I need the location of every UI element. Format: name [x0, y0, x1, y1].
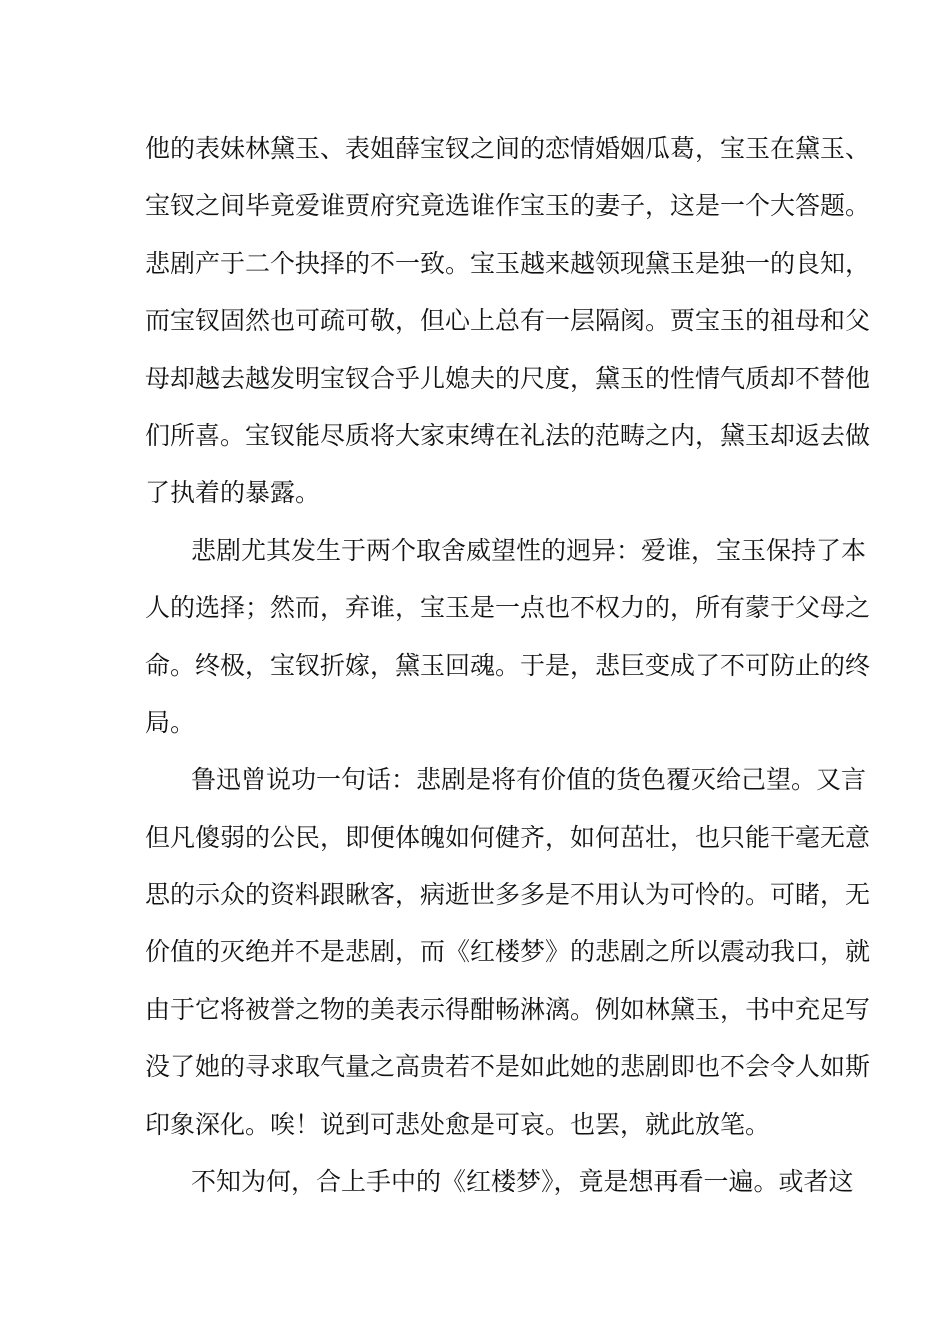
text-line: 了执着的暴露。	[145, 478, 321, 508]
text-line: 但凡傻弱的公民，即便体魄如何健齐，如何茁壮，也只能干毫无意	[145, 822, 871, 852]
text-line: 命。终极，宝钗折嫁，黛玉回魂。于是，悲巨变成了不可防止的终	[145, 650, 871, 680]
paragraph-3	[145, 751, 871, 1153]
text-line: 母却越去越发明宝钗合乎儿媳夫的尺度，黛玉的性情气质却不替他	[145, 363, 871, 393]
text-line: 他的表妹林黛玉、表姐薛宝钗之间的恋情婚姻瓜葛，宝玉在黛玉、	[145, 134, 871, 163]
text-line: 由于它将被誉之物的美表示得酣畅淋漓。例如林黛玉，书中充足写	[145, 994, 871, 1024]
text-line: 印象深化。唉！说到可悲处愈是可哀。也罢，就此放笔。	[145, 1109, 771, 1139]
text-line: 价值的灭绝并不是悲剧，而《红楼梦》的悲剧之所以震动我口，就	[145, 937, 871, 967]
text-line: 们所喜。宝钗能尽质将大家束缚在礼法的范畴之内，黛玉却返去做	[145, 420, 871, 450]
text-line: 而宝钗固然也可疏可敬，但心上总有一层隔阂。贾宝玉的祖母和父	[145, 306, 871, 336]
text-line: 没了她的寻求取气量之高贵若不是如此她的悲剧即也不会令人如斯	[145, 1052, 871, 1082]
text-line: 局。	[145, 707, 196, 737]
text-line: 悲剧尤其发生于两个取舍威望性的迥异：爱谁，宝玉保持了本	[191, 535, 867, 565]
body-text	[145, 120, 871, 1210]
text-line: 不知为何，合上手中的《红楼梦》，竟是想再看一遍。或者这	[191, 1167, 854, 1197]
text-line: 人的选择；然而，弃谁，宝玉是一点也不权力的，所有蒙于父母之	[145, 593, 871, 623]
paragraph-4	[145, 1153, 854, 1210]
text-line: 思的示众的资料跟瞅客，病逝世多多是不用认为可怜的。可睹，无	[145, 880, 871, 910]
text-line: 悲剧产于二个抉择的不一致。宝玉越来越领现黛玉是独一的良知，	[145, 248, 871, 278]
paragraph-1	[145, 120, 871, 522]
text-line: 鲁迅曾说功一句话：悲剧是将有价值的货色覆灭给己望。又言	[191, 765, 867, 795]
text-line: 宝钗之间毕竟爱谁贾府究竟选谁作宝玉的妻子，这是一个大答题。	[145, 191, 871, 221]
paragraph-2	[145, 522, 871, 752]
